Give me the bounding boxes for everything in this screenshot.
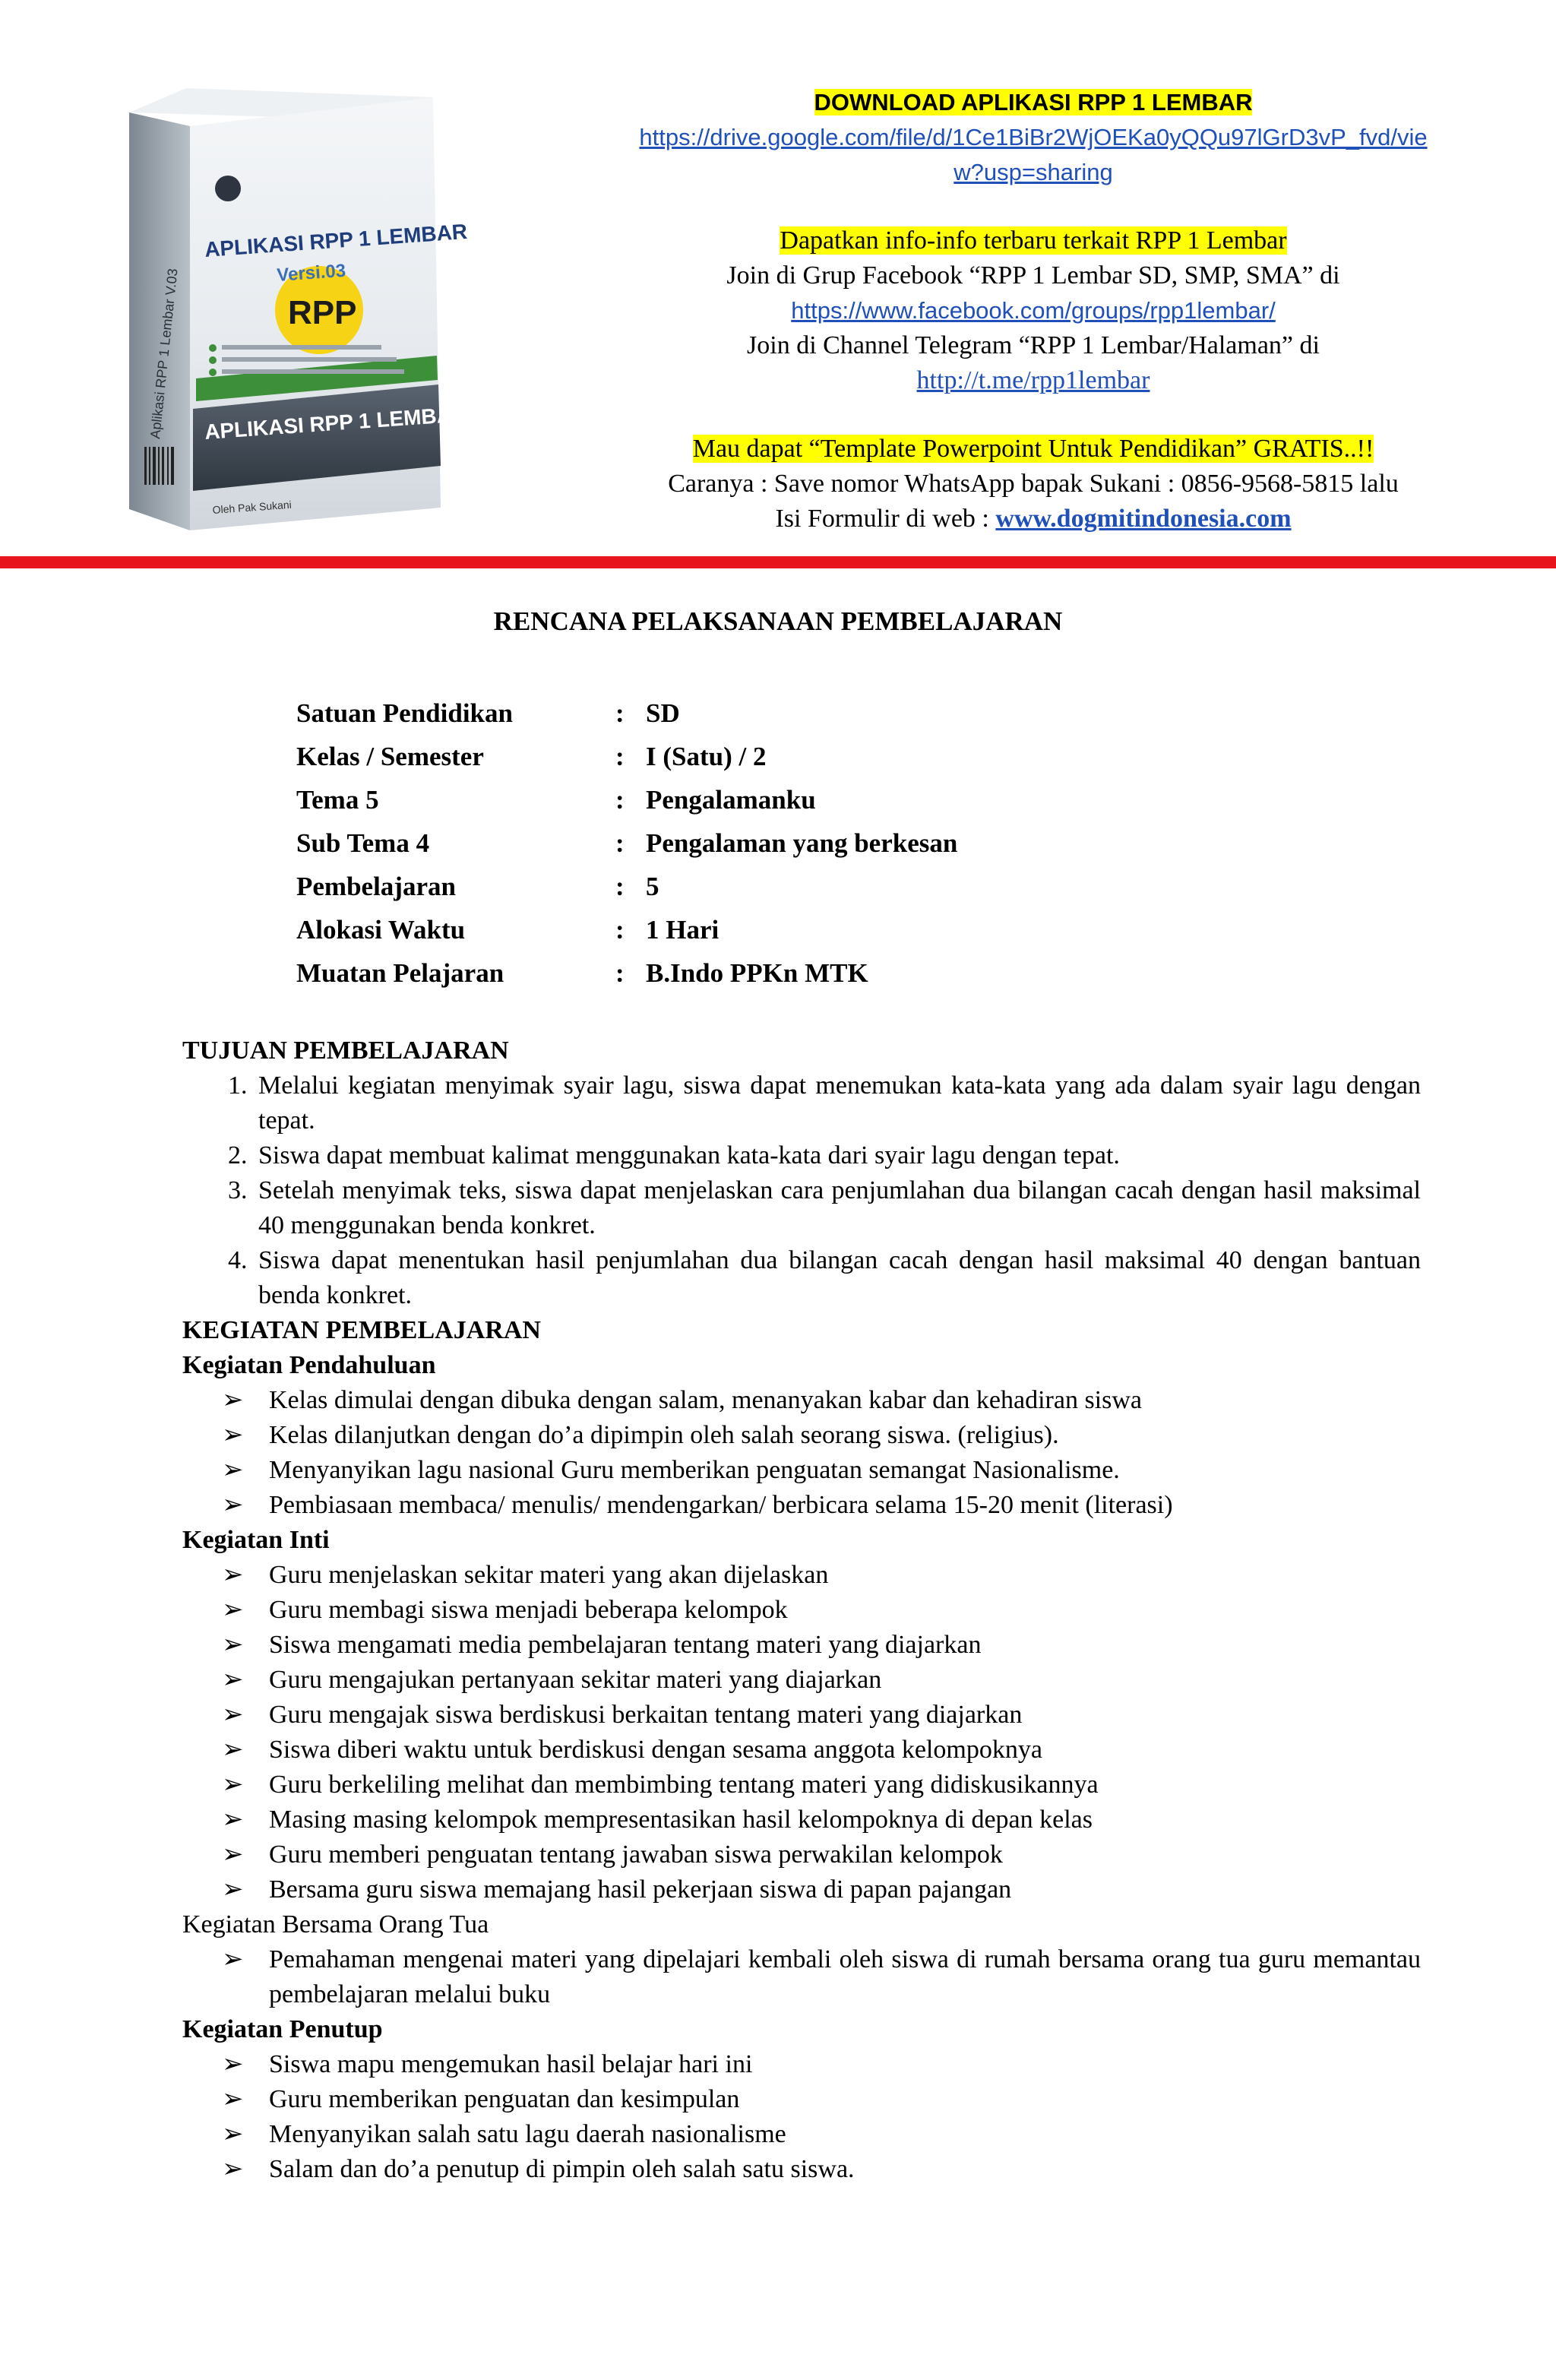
- identity-row: [296, 778, 957, 821]
- arrow-bullet-icon: ➢: [222, 1701, 244, 1729]
- identity-row: [296, 735, 957, 778]
- list-item: ➢ Guru membagi siswa menjadi beberapa kelompok: [222, 1593, 1421, 1628]
- identity-row: [296, 865, 957, 908]
- penutup-heading: Kegiatan Penutup: [182, 2015, 383, 2043]
- identity-colon: :: [615, 698, 625, 728]
- identity-row: [296, 951, 957, 995]
- list-item: ➢ Bersama guru siswa memajang hasil pekerjaan siswa di papan pajangan: [222, 1872, 1421, 1907]
- identity-label: Pembelajaran: [296, 871, 456, 901]
- download-link-line-1[interactable]: https://drive.google.com/file/d/1Ce1BiBr2WjOEKa0yQQu97lGrD3vP_fvd/vie: [639, 124, 1428, 150]
- identity-colon: :: [615, 828, 625, 858]
- list-item: ➢ Kelas dimulai dengan dibuka dengan salam, menanyakan kabar dan kehadiran siswa: [222, 1383, 1421, 1418]
- identity-label: Satuan Pendidikan: [296, 698, 513, 728]
- inti-list: [182, 1558, 1421, 1907]
- arrow-bullet-icon: ➢: [222, 2050, 244, 2078]
- arrow-bullet-icon: ➢: [222, 1456, 244, 1484]
- identity-value: SD: [646, 698, 680, 728]
- box-bottom-title: APLIKASI RPP 1 LEMBAR: [204, 401, 468, 444]
- identity-colon: :: [615, 957, 625, 988]
- arrow-bullet-icon: ➢: [222, 2120, 244, 2148]
- identity-table: [296, 692, 957, 995]
- arrow-bullet-icon: ➢: [222, 1840, 244, 1869]
- identity-value: 5: [646, 871, 659, 901]
- rpp-software-box-image: [114, 82, 509, 538]
- box-author: Oleh Pak Sukani: [212, 498, 293, 516]
- form-text: Isi Formulir di web :: [775, 505, 996, 533]
- identity-value: Pengalaman yang berkesan: [646, 828, 958, 858]
- tujuan-heading: TUJUAN PEMBELAJARAN: [182, 1037, 509, 1065]
- box-rpp-badge: RPP: [288, 294, 357, 331]
- identity-value: I (Satu) / 2: [646, 741, 767, 771]
- website-link[interactable]: www.dogmitindonesia.com: [995, 505, 1292, 533]
- list-item: 3. Setelah menyimak teks, siswa dapat menjelaskan cara penjumlahan dua bilangan cacah dengan hasil maksimal 40 menggunakan benda konkret.: [254, 1173, 1421, 1243]
- list-item: ➢ Pemahaman mengenai materi yang dipelajari kembali oleh siswa di rumah bersama orang tua guru memantau pembelajaran melalui buku: [222, 1942, 1421, 2012]
- identity-label: Sub Tema 4: [296, 828, 430, 858]
- arrow-bullet-icon: ➢: [222, 2085, 244, 2113]
- identity-label: Alokasi Waktu: [296, 914, 466, 945]
- facebook-link[interactable]: https://www.facebook.com/groups/rpp1lembar/: [791, 297, 1276, 324]
- orang-tua-list: [182, 1942, 1421, 2012]
- list-item: ➢ Siswa mapu mengemukan hasil belajar hari ini: [222, 2047, 1421, 2082]
- identity-row: [296, 908, 957, 951]
- identity-colon: :: [615, 741, 625, 771]
- document-content: [182, 1033, 1421, 2187]
- pendahuluan-heading: Kegiatan Pendahuluan: [182, 1351, 436, 1379]
- identity-label: Muatan Pelajaran: [296, 957, 504, 988]
- facebook-text: Join di Grup Facebook “RPP 1 Lembar SD, SMP, SMA” di: [726, 261, 1340, 290]
- list-item: ➢ Siswa mengamati media pembelajaran tentang materi yang diajarkan: [222, 1628, 1421, 1663]
- document-title: RENCANA PELAKSANAAN PEMBELAJARAN: [493, 606, 1063, 636]
- download-title: DOWNLOAD APLIKASI RPP 1 LEMBAR: [814, 89, 1253, 116]
- publisher-logo-icon: [215, 176, 241, 201]
- list-item: ➢ Guru menjelaskan sekitar materi yang akan dijelaskan: [222, 1558, 1421, 1593]
- arrow-bullet-icon: ➢: [222, 1771, 244, 1799]
- list-item: ➢ Salam dan do’a penutup di pimpin oleh salah satu siswa.: [222, 2152, 1421, 2187]
- list-item: ➢ Guru mengajukan pertanyaan sekitar materi yang diajarkan: [222, 1663, 1421, 1698]
- box-side-text: Aplikasi RPP 1 Lembar V.03: [147, 267, 181, 440]
- pendahuluan-list: [182, 1383, 1421, 1523]
- penutup-list: [182, 2047, 1421, 2187]
- download-link-line-2[interactable]: w?usp=sharing: [954, 159, 1113, 185]
- arrow-bullet-icon: ➢: [222, 1491, 244, 1519]
- arrow-bullet-icon: ➢: [222, 1736, 244, 1764]
- list-item: ➢ Pembiasaan membaca/ menulis/ mendengarkan/ berbicara selama 15-20 menit (literasi): [222, 1488, 1421, 1523]
- identity-value: B.Indo PPKn MTK: [646, 957, 868, 988]
- list-item: ➢ Masing masing kelompok mempresentasikan hasil kelompoknya di depan kelas: [222, 1802, 1421, 1837]
- arrow-bullet-icon: ➢: [222, 1806, 244, 1834]
- arrow-bullet-icon: ➢: [222, 1386, 244, 1414]
- telegram-text: Join di Channel Telegram “RPP 1 Lembar/Halaman” di: [747, 331, 1320, 359]
- list-item: ➢ Guru memberikan penguatan dan kesimpulan: [222, 2082, 1421, 2117]
- whatsapp-text: Caranya : Save nomor WhatsApp bapak Sukani : 0856-9568-5815 lalu: [668, 470, 1399, 498]
- box-version: Versi.03: [276, 260, 346, 286]
- list-item: ➢ Menyanyikan salah satu lagu daerah nasionalisme: [222, 2117, 1421, 2152]
- telegram-link[interactable]: http://t.me/rpp1lembar: [916, 366, 1150, 394]
- arrow-bullet-icon: ➢: [222, 2155, 244, 2183]
- list-item: 4. Siswa dapat menentukan hasil penjumlahan dua bilangan cacah dengan hasil maksimal 40 dengan bantuan benda konkret.: [254, 1243, 1421, 1313]
- identity-colon: :: [615, 871, 625, 901]
- tujuan-list: [182, 1068, 1421, 1313]
- arrow-bullet-icon: ➢: [222, 1666, 244, 1694]
- arrow-bullet-icon: ➢: [222, 1561, 244, 1589]
- arrow-bullet-icon: ➢: [222, 1596, 244, 1624]
- identity-row: [296, 692, 957, 735]
- identity-label: Kelas / Semester: [296, 741, 484, 771]
- red-divider: [0, 556, 1556, 568]
- list-item: ➢ Siswa diberi waktu untuk berdiskusi dengan sesama anggota kelompoknya: [222, 1733, 1421, 1768]
- arrow-bullet-icon: ➢: [222, 1421, 244, 1449]
- list-item: ➢ Guru mengajak siswa berdiskusi berkaitan tentang materi yang diajarkan: [222, 1698, 1421, 1733]
- orang-tua-heading: Kegiatan Bersama Orang Tua: [182, 1910, 489, 1938]
- identity-colon: :: [615, 914, 625, 945]
- identity-label: Tema 5: [296, 784, 379, 815]
- arrow-bullet-icon: ➢: [222, 1631, 244, 1659]
- inti-heading: Kegiatan Inti: [182, 1526, 330, 1554]
- identity-row: [296, 821, 957, 865]
- list-item: ➢ Guru berkeliling melihat dan membimbing tentang materi yang didiskusikannya: [222, 1768, 1421, 1802]
- arrow-bullet-icon: ➢: [222, 1945, 244, 1973]
- list-item: 2. Siswa dapat membuat kalimat menggunakan kata-kata dari syair lagu dengan tepat.: [254, 1138, 1421, 1173]
- list-item: ➢ Guru memberi penguatan tentang jawaban siswa perwakilan kelompok: [222, 1837, 1421, 1872]
- info-heading: Dapatkan info-info terbaru terkait RPP 1 Lembar: [780, 226, 1287, 255]
- list-item: 1. Melalui kegiatan menyimak syair lagu, siswa dapat menemukan kata-kata yang ada dalam syair lagu dengan tepat.: [254, 1068, 1421, 1138]
- template-heading: Mau dapat “Template Powerpoint Untuk Pendidikan” GRATIS..!!: [692, 435, 1374, 463]
- box-app-name: APLIKASI RPP 1 LEMBAR: [204, 219, 468, 261]
- list-item: ➢ Menyanyikan lagu nasional Guru memberikan penguatan semangat Nasionalisme.: [222, 1453, 1421, 1488]
- list-item: ➢ Kelas dilanjutkan dengan do’a dipimpin oleh salah seorang siswa. (religius).: [222, 1418, 1421, 1453]
- arrow-bullet-icon: ➢: [222, 1875, 244, 1904]
- kegiatan-heading: KEGIATAN PEMBELAJARAN: [182, 1316, 541, 1344]
- promo-block: [501, 85, 1556, 536]
- identity-value: 1 Hari: [646, 914, 719, 945]
- identity-value: Pengalamanku: [646, 784, 816, 815]
- identity-colon: :: [615, 784, 625, 815]
